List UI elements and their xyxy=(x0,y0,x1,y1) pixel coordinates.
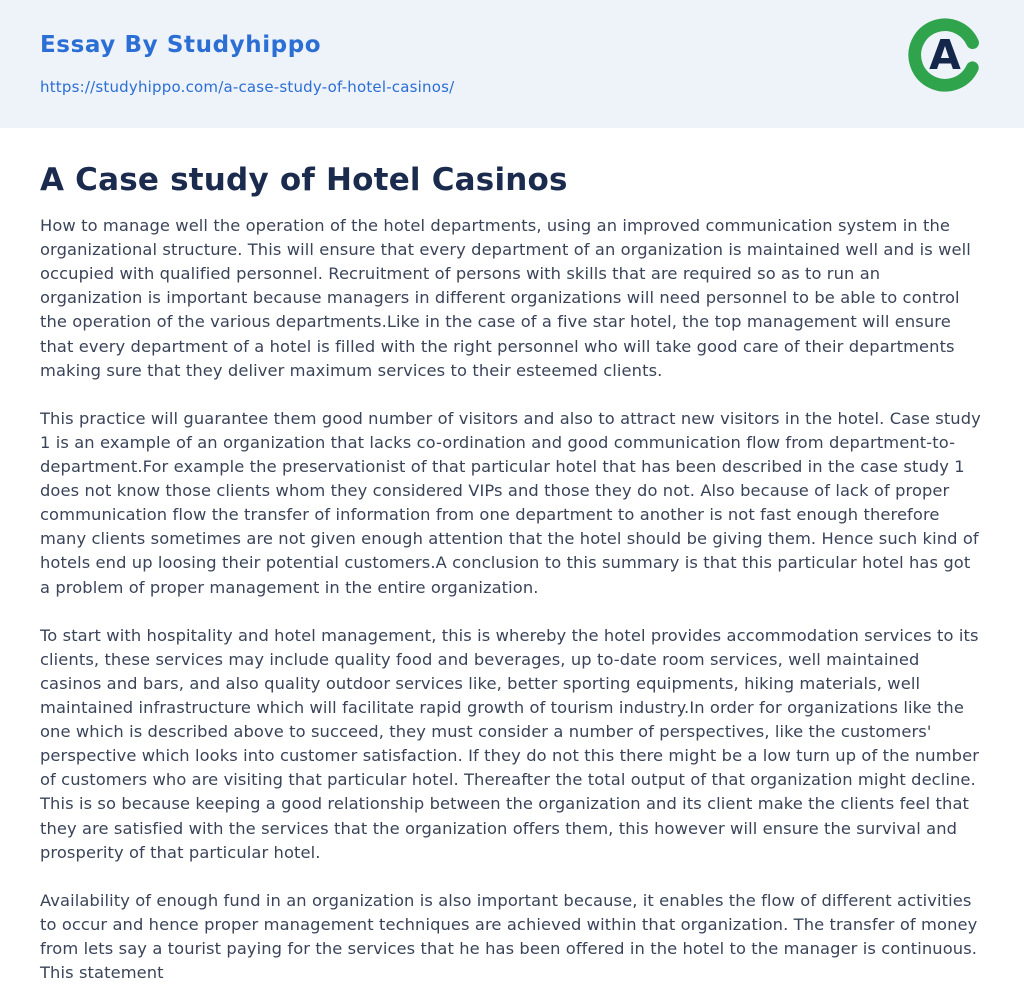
essay-url-link[interactable]: https://studyhippo.com/a-case-study-of-hotel-casinos/ xyxy=(40,78,455,96)
essay-title: A Case study of Hotel Casinos xyxy=(40,162,568,198)
page-header xyxy=(0,0,1024,128)
studyhippo-logo-icon xyxy=(906,16,984,94)
essay-paragraph-1: How to manage well the operation of the hotel departments, using an improved communication system in the organizational structure. This will ensure that every department of an organization is maintained well and is well occupied with qualified personnel. Recruitment of persons with skills that are required so as to run an organization is important because managers in different organizations will need personnel to be able to control the operation of the various departments.Like in the case of a five star hotel, the top management will ensure that every department of a hotel is filled with the right personnel who will take good care of their departments making sure that they deliver maximum services to their esteemed clients. xyxy=(40,216,971,380)
logo-letter: A xyxy=(929,31,961,80)
essay-content xyxy=(0,128,1024,985)
essay-paragraph-2: This practice will guarantee them good number of visitors and also to attract new visitors in the hotel. Case study 1 is an example of an organization that lacks co-ordination and good communication flow from department-to-department.For example the preservationist of that particular hotel that has been described in the case study 1 does not know those clients whom they considered VIPs and those they do not. Also because of lack of proper communication flow the transfer of information from one department to another is not fast enough therefore many clients sometimes are not given enough attention that the hotel should be giving them. Hence such kind of hotels end up loosing their potential customers.A conclusion to this summary is that this particular hotel has got a problem of proper management in the entire organization. xyxy=(40,408,981,597)
brand-title: Essay By Studyhippo xyxy=(40,32,322,58)
essay-paragraph-4: Availability of enough fund in an organization is also important because, it enables the flow of different activities to occur and hence proper management techniques are achieved within that organization. The transfer of money from lets say a tourist paying for the services that he has been offered in the hotel to the manager is continuous. This statement xyxy=(40,890,978,983)
essay-paragraph-3: To start with hospitality and hotel management, this is whereby the hotel provides accommodation services to its clients, these services may include quality food and beverages, up to-date room services, well maintained casinos and bars, and also quality outdoor services like, better sporting equipments, hiking materials, well maintained infrastructure which will facilitate rapid growth of tourism industry.In order for organizations like the one which is described above to succeed, they must consider a number of perspectives, like the customers' perspective which looks into customer satisfaction. If they do not this there might be a low turn up of the number of customers who are visiting that particular hotel. Thereafter the total output of that organization might decline. This is so because keeping a good relationship between the organization and its client make the clients feel that they are satisfied with the services that the organization offers them, this however will ensure the survival and prosperity of that particular hotel. xyxy=(40,625,980,862)
